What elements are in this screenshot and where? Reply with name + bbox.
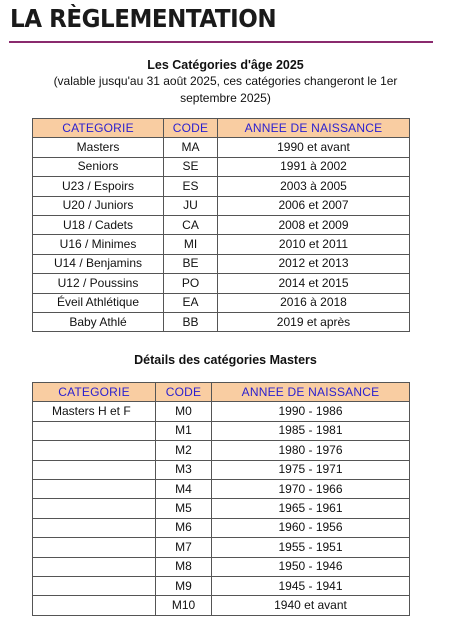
cell-categorie: U20 / Juniors	[33, 196, 164, 215]
table-row	[33, 312, 410, 331]
title-divider	[9, 41, 433, 43]
column-header-annee: ANNEE DE NAISSANCE	[218, 119, 410, 138]
cell-code: EA	[164, 293, 218, 312]
cell-code: ES	[164, 177, 218, 196]
table-row	[33, 157, 410, 176]
cell-categorie	[33, 557, 156, 576]
cell-annee: 1985 - 1981	[212, 421, 410, 440]
cell-code: M8	[156, 557, 212, 576]
cell-categorie: U18 / Cadets	[33, 215, 164, 234]
cell-categorie: Masters H et F	[33, 402, 156, 421]
table-row	[33, 557, 410, 576]
masters-table	[32, 382, 410, 616]
cell-categorie: Seniors	[33, 157, 164, 176]
cell-annee: 2003 à 2005	[218, 177, 410, 196]
cell-annee: 1990 et avant	[218, 138, 410, 157]
cell-code: M3	[156, 460, 212, 479]
cell-code: M2	[156, 441, 212, 460]
cell-code: M0	[156, 402, 212, 421]
table-header-row	[33, 383, 410, 402]
table-row	[33, 235, 410, 254]
cell-annee: 1950 - 1946	[212, 557, 410, 576]
cell-code: BB	[164, 312, 218, 331]
table-row	[33, 138, 410, 157]
table-row	[33, 421, 410, 440]
cell-annee: 1970 - 1966	[212, 479, 410, 498]
table-row	[33, 215, 410, 234]
age-categories-table	[32, 118, 410, 332]
cell-categorie	[33, 421, 156, 440]
cell-code: M9	[156, 576, 212, 595]
cell-annee: 2014 et 2015	[218, 274, 410, 293]
cell-code: M6	[156, 518, 212, 537]
cell-categorie: U16 / Minimes	[33, 235, 164, 254]
cell-categorie	[33, 518, 156, 537]
cell-annee: 1980 - 1976	[212, 441, 410, 460]
cell-annee: 1975 - 1971	[212, 460, 410, 479]
cell-code: M1	[156, 421, 212, 440]
table-row	[33, 177, 410, 196]
table-row	[33, 576, 410, 595]
cell-categorie: Baby Athlé	[33, 312, 164, 331]
cell-code: BE	[164, 254, 218, 273]
cell-categorie	[33, 460, 156, 479]
cell-annee: 1991 à 2002	[218, 157, 410, 176]
cell-annee: 1945 - 1941	[212, 576, 410, 595]
masters-heading: Détails des catégories Masters	[134, 353, 317, 367]
cell-code: MA	[164, 138, 218, 157]
cell-annee: 2012 et 2013	[218, 254, 410, 273]
table-row	[33, 254, 410, 273]
cell-code: M4	[156, 479, 212, 498]
table-row	[33, 460, 410, 479]
cell-categorie	[33, 499, 156, 518]
cell-code: SE	[164, 157, 218, 176]
column-header-categorie: CATEGORIE	[33, 383, 156, 402]
masters-body	[33, 402, 410, 615]
table-row	[33, 196, 410, 215]
cell-categorie: U14 / Benjamins	[33, 254, 164, 273]
cell-code: PO	[164, 274, 218, 293]
table-row	[33, 499, 410, 518]
table-row	[33, 596, 410, 615]
categories-note-line-2: septembre 2025)	[180, 91, 271, 105]
cell-code: M5	[156, 499, 212, 518]
cell-code: M10	[156, 596, 212, 615]
column-header-categorie: CATEGORIE	[33, 119, 164, 138]
categories-note-line-1: (valable jusqu'au 31 août 2025, ces catégories changeront le 1er	[53, 74, 398, 88]
cell-annee: 1960 - 1956	[212, 518, 410, 537]
cell-annee: 2016 à 2018	[218, 293, 410, 312]
cell-categorie	[33, 596, 156, 615]
cell-categorie: U12 / Poussins	[33, 274, 164, 293]
cell-categorie	[33, 576, 156, 595]
page-title: LA RÈGLEMENTATION	[10, 4, 277, 33]
categories-heading: Les Catégories d'âge 2025	[147, 58, 304, 72]
categories-note	[30, 73, 421, 107]
cell-annee: 1955 - 1951	[212, 538, 410, 557]
table-row	[33, 402, 410, 421]
cell-categorie	[33, 538, 156, 557]
age-categories-body	[33, 138, 410, 332]
table-row	[33, 518, 410, 537]
cell-annee: 2006 et 2007	[218, 196, 410, 215]
cell-annee: 2010 et 2011	[218, 235, 410, 254]
column-header-code: CODE	[164, 119, 218, 138]
cell-categorie: U23 / Espoirs	[33, 177, 164, 196]
table-row	[33, 274, 410, 293]
cell-annee: 2019 et après	[218, 312, 410, 331]
table-row	[33, 538, 410, 557]
cell-annee: 1940 et avant	[212, 596, 410, 615]
column-header-code: CODE	[156, 383, 212, 402]
cell-annee: 1965 - 1961	[212, 499, 410, 518]
cell-code: JU	[164, 196, 218, 215]
cell-code: M7	[156, 538, 212, 557]
table-header-row	[33, 119, 410, 138]
table-row	[33, 293, 410, 312]
cell-categorie: Éveil Athlétique	[33, 293, 164, 312]
table-row	[33, 441, 410, 460]
cell-code: CA	[164, 215, 218, 234]
table-row	[33, 479, 410, 498]
cell-categorie	[33, 441, 156, 460]
cell-categorie: Masters	[33, 138, 164, 157]
cell-code: MI	[164, 235, 218, 254]
cell-annee: 2008 et 2009	[218, 215, 410, 234]
cell-categorie	[33, 479, 156, 498]
column-header-annee: ANNEE DE NAISSANCE	[212, 383, 410, 402]
cell-annee: 1990 - 1986	[212, 402, 410, 421]
